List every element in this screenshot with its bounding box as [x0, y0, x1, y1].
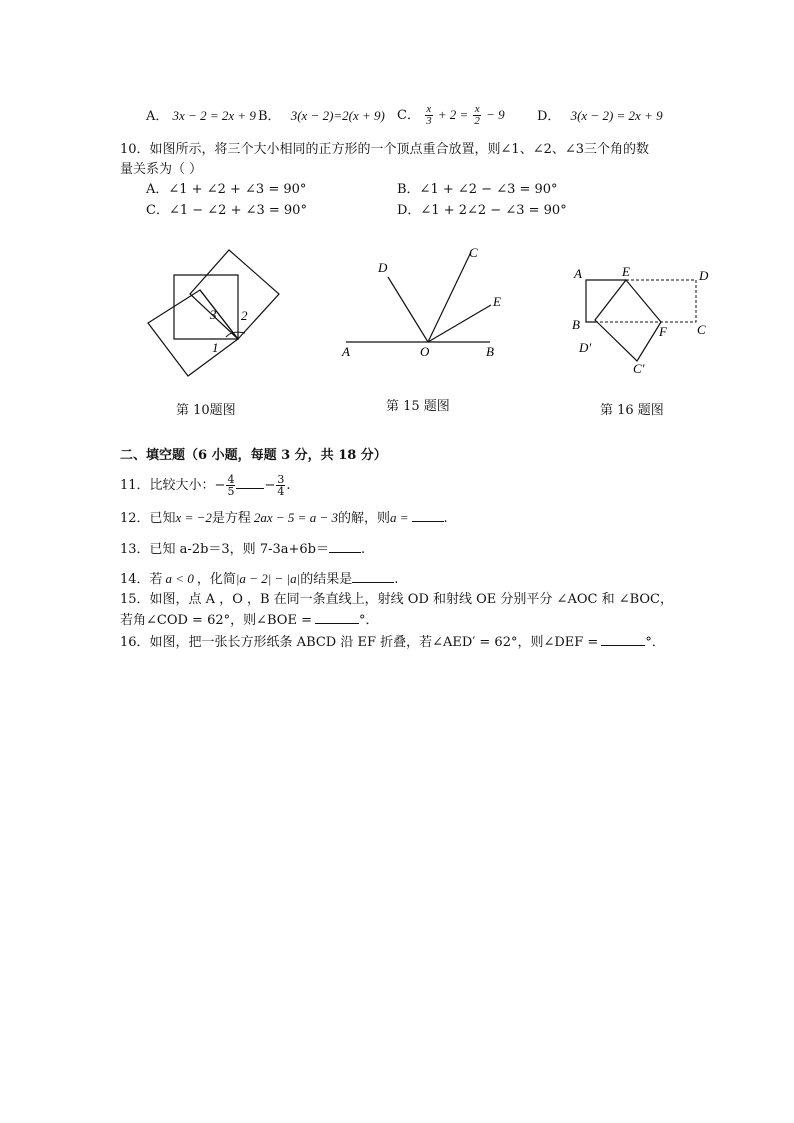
q11-frac2: $\frac{3}{4}$ — [277, 473, 285, 498]
q12 — [120, 509, 448, 528]
fig16-label-f: F — [659, 324, 667, 339]
q9-c-frac2: $\frac{x}{2}$ — [474, 103, 480, 127]
fig16-paper-edge — [586, 280, 626, 322]
q9-c-mid: + 2 = — [437, 107, 469, 122]
fig16-dashed-edge — [596, 280, 696, 322]
fig16-label-c: C — [697, 322, 706, 337]
q10-option-c: C．∠1 − ∠2 + ∠3 = 90° — [146, 203, 307, 218]
q11: 11．比较大小：− $\frac{4}{5}$ − $\frac{3}{4}$ . — [120, 473, 291, 498]
q13 — [120, 540, 365, 559]
q12-mid: 是方程 — [211, 511, 251, 526]
q10-option-d: D．∠1 + 2∠2 − ∠3 = 90° — [397, 203, 567, 218]
fig10-caption: 第 10题图 — [176, 403, 236, 418]
q14-mid: ，化简 — [196, 572, 236, 587]
q15-line2 — [120, 611, 379, 630]
figure-10 — [140, 245, 300, 385]
q12-mid2: 的解，则 — [337, 511, 390, 526]
q15-line2-suffix: °． — [358, 613, 379, 628]
q9-d-expr: 3(x − 2) = 2x + 9 — [570, 108, 663, 123]
fig16-label-e: E — [622, 264, 630, 279]
figure-15 — [338, 242, 508, 362]
fig16-folded-part — [595, 280, 661, 361]
q11-blank[interactable] — [236, 476, 264, 489]
q10-stem-line2: 量关系为（ ） — [120, 162, 203, 177]
q10-option-a: A．∠1 + ∠2 + ∠3 = 90° — [146, 182, 307, 197]
q9-b-label: B． — [258, 109, 281, 124]
fig15-ray-od — [388, 277, 428, 342]
q11-frac1: $\frac{4}{5}$ — [227, 473, 235, 498]
fig16-label-b: B — [572, 317, 580, 332]
q10-option-b: B．∠1 + ∠2 − ∠3 = 90° — [397, 182, 558, 197]
fig15-label-o: O — [420, 344, 430, 359]
q14-cond: a < 0 — [165, 571, 194, 586]
q16-suffix: °． — [645, 635, 665, 650]
q14-blank[interactable] — [352, 570, 394, 583]
q12-eq2: 2ax − 5 = a − 3 — [253, 510, 338, 525]
q14-mid2: 的结果是 — [300, 572, 353, 587]
q16-prefix: 16．如图，把一张长方形纸条 ABCD 沿 EF 折叠，若∠AED′ = 62°，则∠DEF = — [120, 635, 599, 650]
q13-text: 13．已知 a-2b＝3，则 7-3a+6b＝ — [120, 542, 329, 557]
q14-prefix: 14．若 — [120, 572, 163, 587]
q13-blank[interactable] — [329, 540, 361, 553]
q9-d-label: D． — [537, 109, 561, 124]
q14-expr: |a − 2| − |a| — [235, 571, 301, 586]
q12-blank[interactable] — [412, 509, 444, 522]
fig10-label-3: 3 — [210, 307, 217, 322]
fig15-label-c: C — [469, 245, 478, 260]
q12-eq1: x = −2 — [175, 510, 212, 525]
q13-suffix: . — [360, 542, 366, 557]
fig16-caption: 第 16 题图 — [600, 403, 664, 418]
figure-16 — [570, 262, 720, 382]
fig16-label-c-prime: C′ — [633, 361, 645, 376]
fig10-label-2: 2 — [241, 308, 248, 323]
q12-suffix: . — [443, 511, 448, 526]
q9-a-expr: 3x − 2 = 2x + 9 — [172, 108, 256, 123]
fig15-ray-oc — [428, 252, 471, 342]
q9-option-c — [397, 101, 505, 130]
q9-c-label: C． — [397, 108, 420, 123]
q10-stem-line1: 10．如图所示，将三个大小相同的正方形的一个顶点重合放置，则∠1、∠2、∠3三个角的数 — [120, 142, 650, 157]
q14-suffix: . — [394, 572, 399, 587]
q15-line2-prefix: 若角∠COD = 62°，则∠BOE = — [120, 613, 312, 628]
fig15-label-a: A — [342, 344, 350, 359]
q12-var: a = — [390, 510, 409, 525]
fig15-label-b: B — [486, 344, 494, 359]
fig10-label-1: 1 — [212, 340, 219, 355]
q9-b-expr: 3(x − 2)=2(x + 9) — [290, 108, 385, 123]
q9-option-a — [146, 107, 256, 126]
q9-a-label: A． — [146, 109, 169, 124]
q14 — [120, 570, 398, 589]
fig16-label-d: D — [699, 268, 709, 283]
fig10-inner-edge — [200, 290, 238, 339]
q11-prefix: 11．比较大小： — [120, 478, 215, 493]
fig15-label-d: D — [378, 260, 388, 275]
section2-title: 二、填空题（6 小题，每题 3 分，共 18 分） — [120, 448, 387, 463]
q12-prefix: 12．已知 — [120, 511, 176, 526]
q9-option-d — [537, 107, 663, 126]
fig15-label-e: E — [493, 294, 501, 309]
fig16-label-d-prime: D′ — [579, 340, 592, 355]
fig10-square-tilted-left — [148, 290, 238, 376]
q15-blank[interactable] — [315, 611, 359, 624]
q9-option-b — [258, 107, 385, 126]
fig15-caption: 第 15 题图 — [386, 399, 450, 414]
q16-blank[interactable] — [601, 633, 645, 646]
q16 — [120, 633, 665, 652]
q9-c-frac1: $\frac{x}{3}$ — [426, 103, 432, 127]
fig16-label-a: A — [574, 266, 582, 281]
q15-line1: 15．如图，点 A ，O ，B 在同一条直线上，射线 OD 和射线 OE 分别平分 ∠AOC 和 ∠BOC， — [120, 592, 674, 607]
q9-c-end: − 9 — [486, 107, 505, 122]
q11-suffix: . — [286, 478, 291, 493]
